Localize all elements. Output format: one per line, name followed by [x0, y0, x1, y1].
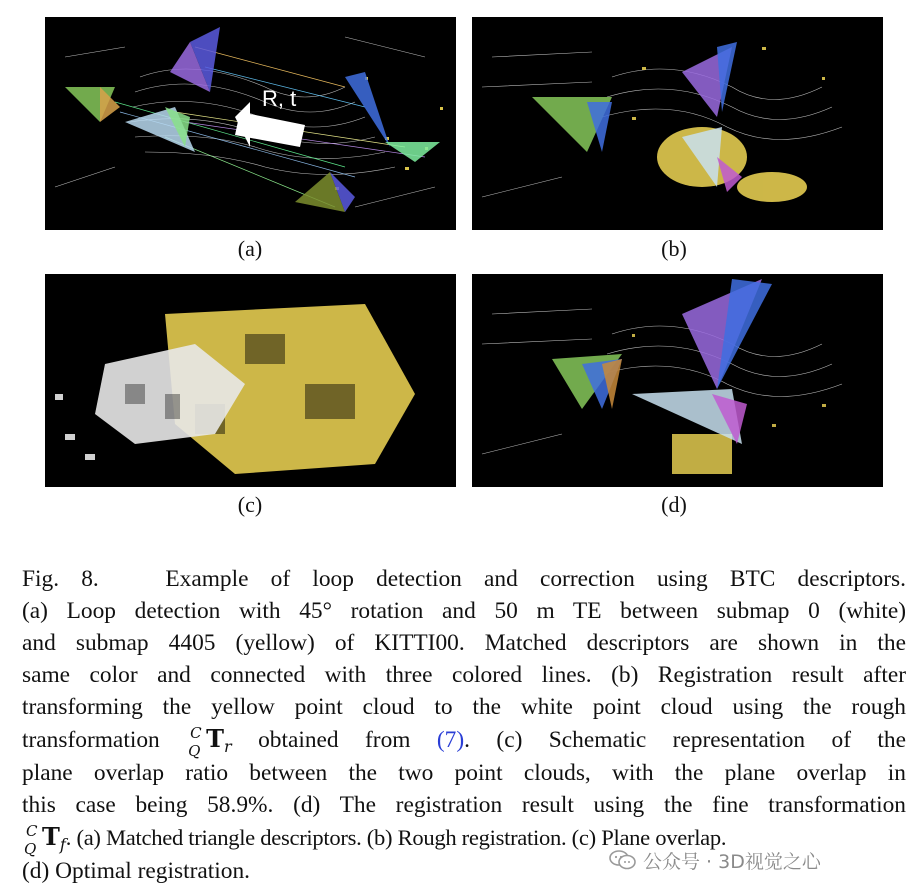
panel-c-label: (c)	[237, 492, 263, 517]
panel-b-label: (b)	[661, 236, 687, 261]
panel-c-image	[45, 274, 456, 487]
math-T: T	[206, 724, 224, 753]
panel-a-image	[45, 17, 456, 230]
equation-ref-link[interactable]: (7)	[436, 727, 465, 753]
math-T: T	[42, 822, 60, 851]
caption-line: plane overlap ratio between the two point clouds, with the plane overlap in	[22, 760, 906, 786]
math-sup: C	[190, 724, 202, 742]
math-prescript	[186, 723, 206, 760]
panel-a-label: (a)	[237, 236, 263, 261]
caption-line: and submap 4405 (yellow) of KITTI00. Matched descriptors are shown in the	[22, 630, 906, 656]
math-prescript	[22, 821, 42, 858]
math-T-sub: r	[223, 737, 232, 756]
wechat-icon	[609, 849, 637, 871]
caption-line: (a) Loop detection with 45° rotation and 50 m TE between submap 0 (white)	[22, 598, 906, 624]
watermark	[609, 846, 821, 874]
caption-line: (d) Optimal registration.	[22, 858, 251, 884]
caption-text: . (c) Schematic representation of the	[464, 727, 906, 753]
math-sub: Q	[24, 840, 37, 858]
caption-text: obtained from	[258, 727, 437, 753]
caption-line: same color and connected with three colored lines. (b) Registration result after	[22, 662, 906, 688]
math-T-sub: f	[59, 835, 66, 854]
panel-b-image	[472, 17, 883, 230]
panel-a-overlay-text: R, t	[262, 86, 297, 111]
caption-line-math-1	[22, 723, 906, 760]
math-sub: Q	[188, 742, 201, 760]
math-sup: C	[26, 822, 38, 840]
caption-line: this case being 58.9%. (d) The registration result using the fine transformation	[22, 792, 906, 818]
panel-d-label: (d)	[661, 492, 687, 517]
panel-d-image	[472, 274, 883, 487]
caption-text: transformation	[22, 727, 187, 753]
figure-caption	[22, 563, 906, 887]
watermark-text: 公众号 · 3D视觉之心	[643, 850, 821, 873]
caption-line: Fig. 8. Example of loop detection and correction using BTC descriptors.	[22, 566, 906, 592]
caption-line: transforming the yellow point cloud to the white point cloud using the rough	[22, 694, 906, 720]
caption-text: . (a) Matched triangle descriptors. (b) Rough registration. (c) Plane overlap.	[65, 825, 727, 850]
